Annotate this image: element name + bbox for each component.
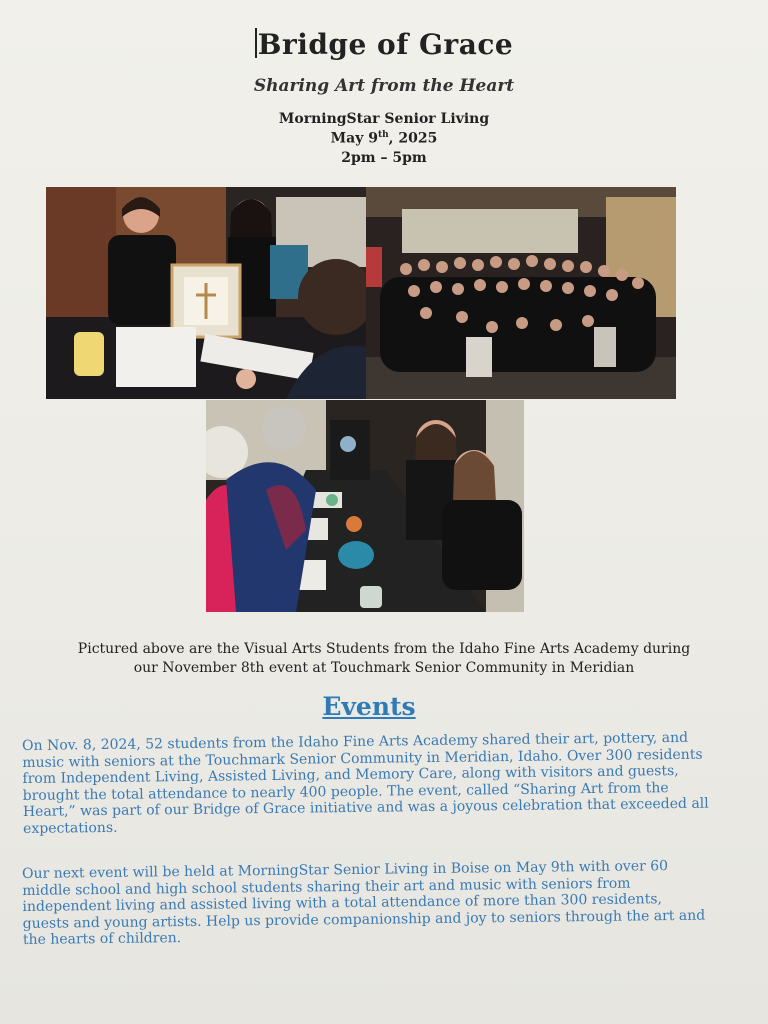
- photo-group-students: [366, 187, 676, 399]
- event-venue: MorningStar Senior Living: [278, 111, 490, 127]
- event-date-year: , 2025: [388, 130, 438, 147]
- photo-caption-line1: Pictured above are the Visual Arts Students from the Idaho Fine Arts Academy during: [77, 641, 691, 657]
- photo-seniors-students: [206, 400, 524, 612]
- event-time: 2pm – 5pm: [341, 150, 427, 166]
- flyer-subtitle: Sharing Art from the Heart: [253, 76, 515, 96]
- text-cursor: [255, 28, 257, 58]
- photo-students-table: [46, 187, 366, 399]
- events-heading: Events: [322, 692, 416, 721]
- events-paragraph-next: Our next event will be held at MorningStar Senior Living in Boise on May 9th with over 60 middle school and high school students sharing their art and music with seniors from independent living and assisted living with a total attendance of more than 300 residents, guests and young artists. Help us provide companionship and joy to seniors through the art and the hearts of children.: [22, 858, 706, 948]
- photo-caption: [20, 640, 748, 678]
- event-date: [0, 130, 768, 147]
- flyer-title-text: Bridge of Grace: [257, 28, 514, 61]
- event-date-day: May 9: [330, 130, 378, 147]
- flyer-title: [0, 28, 768, 61]
- photo-caption-line2: our November 8th event at Touchmark Senior Community in Meridian: [133, 660, 635, 676]
- events-paragraph-past: On Nov. 8, 2024, 52 students from the Idaho Fine Arts Academy shared their art, pottery, and music with seniors at the Touchmark Senior Community in Meridian, Idaho. Over 300 residents from Independent Living, Assisted Living, and Memory Care, along with visitors and guests, brought the total attendance to nearly 400 people. The event, called “Sharing Art from the Heart,” was part of our Bridge of Grace initiative and was a joyous celebration that exceeded all expectations.: [22, 729, 709, 837]
- event-date-suffix: th: [377, 130, 389, 140]
